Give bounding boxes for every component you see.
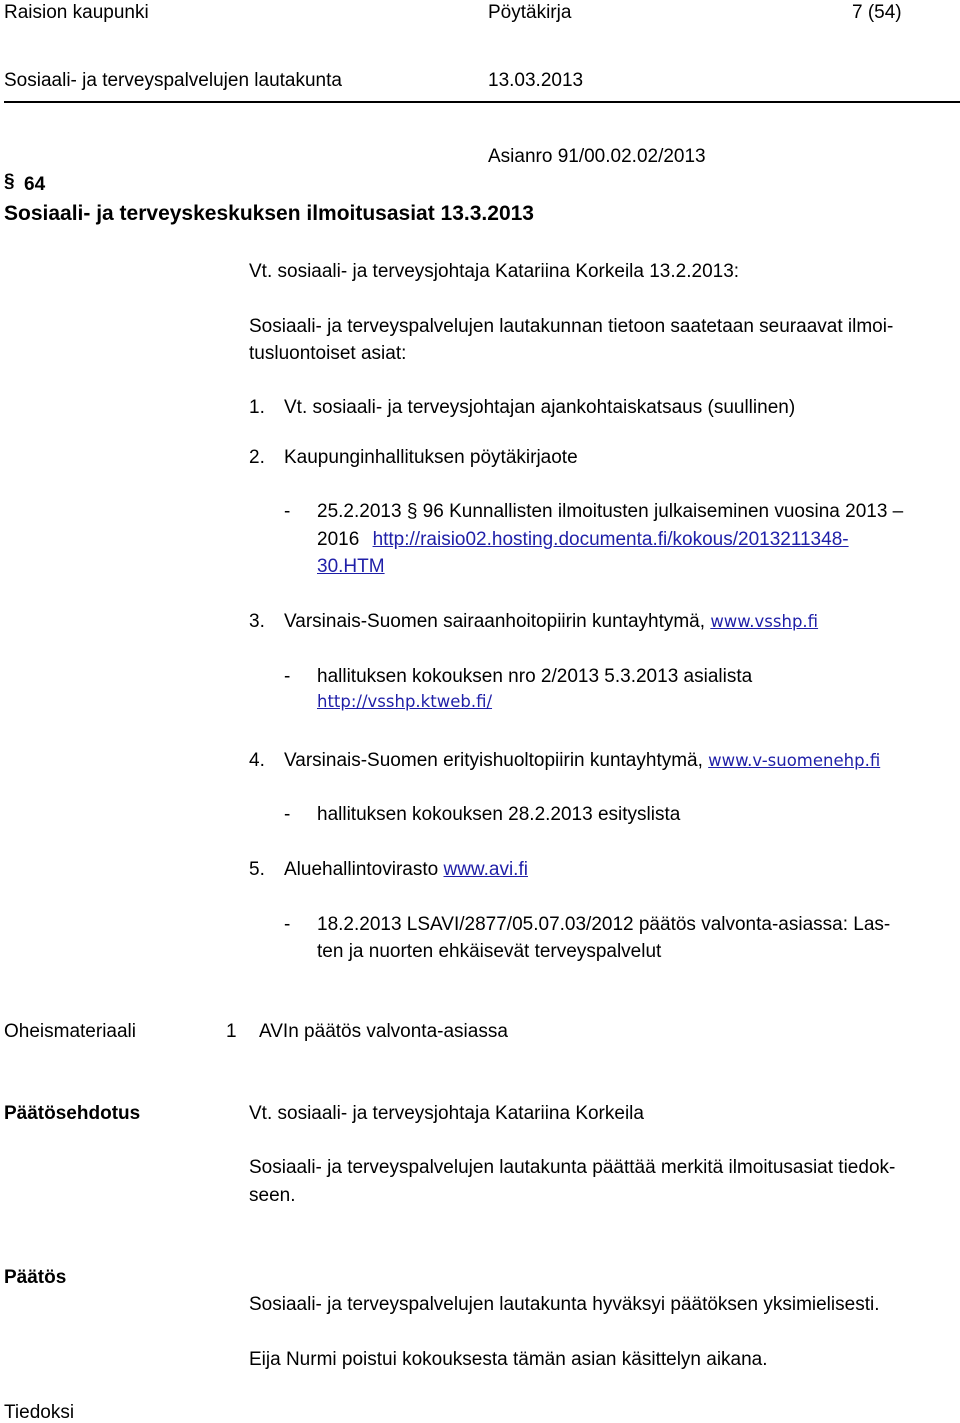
- item-2-text: Kaupunginhallituksen pöytäkirjaote: [284, 447, 578, 468]
- decision-label: Päätös: [4, 1267, 67, 1288]
- item-3-line: [284, 612, 818, 631]
- v-suomenehp-link[interactable]: www.v-suomenehp.fi: [708, 751, 881, 770]
- distribution-label: Tiedoksi: [4, 1402, 75, 1423]
- item-2-sub-dash: -: [284, 501, 291, 522]
- proposal-line-2: seen.: [249, 1185, 296, 1206]
- item-4-sub-text: hallituksen kokouksen 28.2.2013 esityslista: [317, 804, 681, 825]
- item-2-sub-line-1: [317, 502, 903, 521]
- header-divider: [4, 101, 960, 103]
- committee-name: Sosiaali- ja terveyspalvelujen lautakunta: [4, 70, 342, 91]
- item-4-text: Varsinais-Suomen erityishuoltopiirin kuntayhtymä,: [284, 750, 703, 771]
- proposal-line-1: Sosiaali- ja terveyspalvelujen lautakunta päättää merkitä ilmoitusasiat tiedok-: [249, 1157, 896, 1178]
- item-2-sub-title: 96 Kunnallisten ilmoitusten julkaiseminen vuosina 2013 –: [422, 501, 904, 522]
- item-5-sub-dash: -: [284, 914, 291, 935]
- page-number: 7 (54): [852, 2, 902, 23]
- section-sign: §: [4, 171, 15, 192]
- item-3-number: 3.: [249, 611, 265, 632]
- intro-line-1: Sosiaali- ja terveyspalvelujen lautakunnan tietoon saatetaan seuraavat ilmoi-: [249, 316, 894, 337]
- item-5-line: [284, 860, 528, 879]
- meeting-date: 13.03.2013: [488, 70, 584, 91]
- decision-line-2: Eija Nurmi poistui kokouksesta tämän asian käsittelyn aikana.: [249, 1349, 768, 1370]
- item-4-number: 4.: [249, 750, 265, 771]
- attachment-number: 1: [226, 1021, 237, 1042]
- item-2-number: 2.: [249, 447, 265, 468]
- item-1-text: Vt. sosiaali- ja terveysjohtajan ajankohtaiskatsaus (suullinen): [284, 397, 796, 418]
- item-4-sub-dash: -: [284, 804, 291, 825]
- case-number: Asianro 91/00.02.02/2013: [488, 146, 706, 167]
- item-3-sub-dash: -: [284, 666, 291, 687]
- item-5-number: 5.: [249, 859, 265, 880]
- vsshp-ktweb-link[interactable]: http://vsshp.ktweb.fi/: [317, 692, 493, 711]
- section-sign-inline: §: [406, 501, 418, 522]
- vsshp-link[interactable]: www.vsshp.fi: [710, 612, 819, 631]
- intro-line-2: tusluontoiset asiat:: [249, 343, 407, 364]
- attachment-title: AVIn päätös valvonta-asiassa: [259, 1021, 508, 1042]
- attachments-label: Oheismateriaali: [4, 1021, 136, 1042]
- item-2-sub-line-2: [317, 530, 849, 549]
- section-number: 64: [24, 174, 46, 195]
- avi-link[interactable]: www.avi.fi: [443, 859, 528, 880]
- item-5-sub-line-1: 18.2.2013 LSAVI/2877/05.07.03/2012 päätös valvonta-asiassa: Las-: [317, 914, 891, 935]
- proposer: Vt. sosiaali- ja terveysjohtaja Katariina Korkeila: [249, 1103, 644, 1124]
- documenta-link[interactable]: http://raisio02.hosting.documenta.fi/kokous/2013211348-: [372, 529, 849, 550]
- document-type: Pöytäkirja: [488, 2, 572, 23]
- item-2-sub-date: 25.2.2013: [317, 501, 402, 522]
- item-5-text: Aluehallintovirasto: [284, 859, 439, 880]
- item-5-sub-line-2: ten ja nuorten ehkäisevät terveyspalvelut: [317, 941, 662, 962]
- item-2-sub-year: 2016: [317, 529, 360, 550]
- item-3-text: Varsinais-Suomen sairaanhoitopiirin kuntayhtymä,: [284, 611, 706, 632]
- item-1-number: 1.: [249, 397, 265, 418]
- preparer-line: Vt. sosiaali- ja terveysjohtaja Katariina Korkeila 13.2.2013:: [249, 261, 740, 282]
- case-title: Sosiaali- ja terveyskeskuksen ilmoitusasiat 13.3.2013: [4, 202, 534, 225]
- item-4-line: [284, 751, 880, 770]
- decision-line-1: Sosiaali- ja terveyspalvelujen lautakunta hyväksyi päätöksen yksimielisesti.: [249, 1294, 880, 1315]
- documenta-link-continued[interactable]: 30.HTM: [317, 556, 385, 577]
- proposal-label: Päätösehdotus: [4, 1103, 141, 1124]
- item-3-sub-text: hallituksen kokouksen nro 2/2013 5.3.2013 asialista: [317, 666, 753, 687]
- city-name: Raision kaupunki: [4, 2, 149, 23]
